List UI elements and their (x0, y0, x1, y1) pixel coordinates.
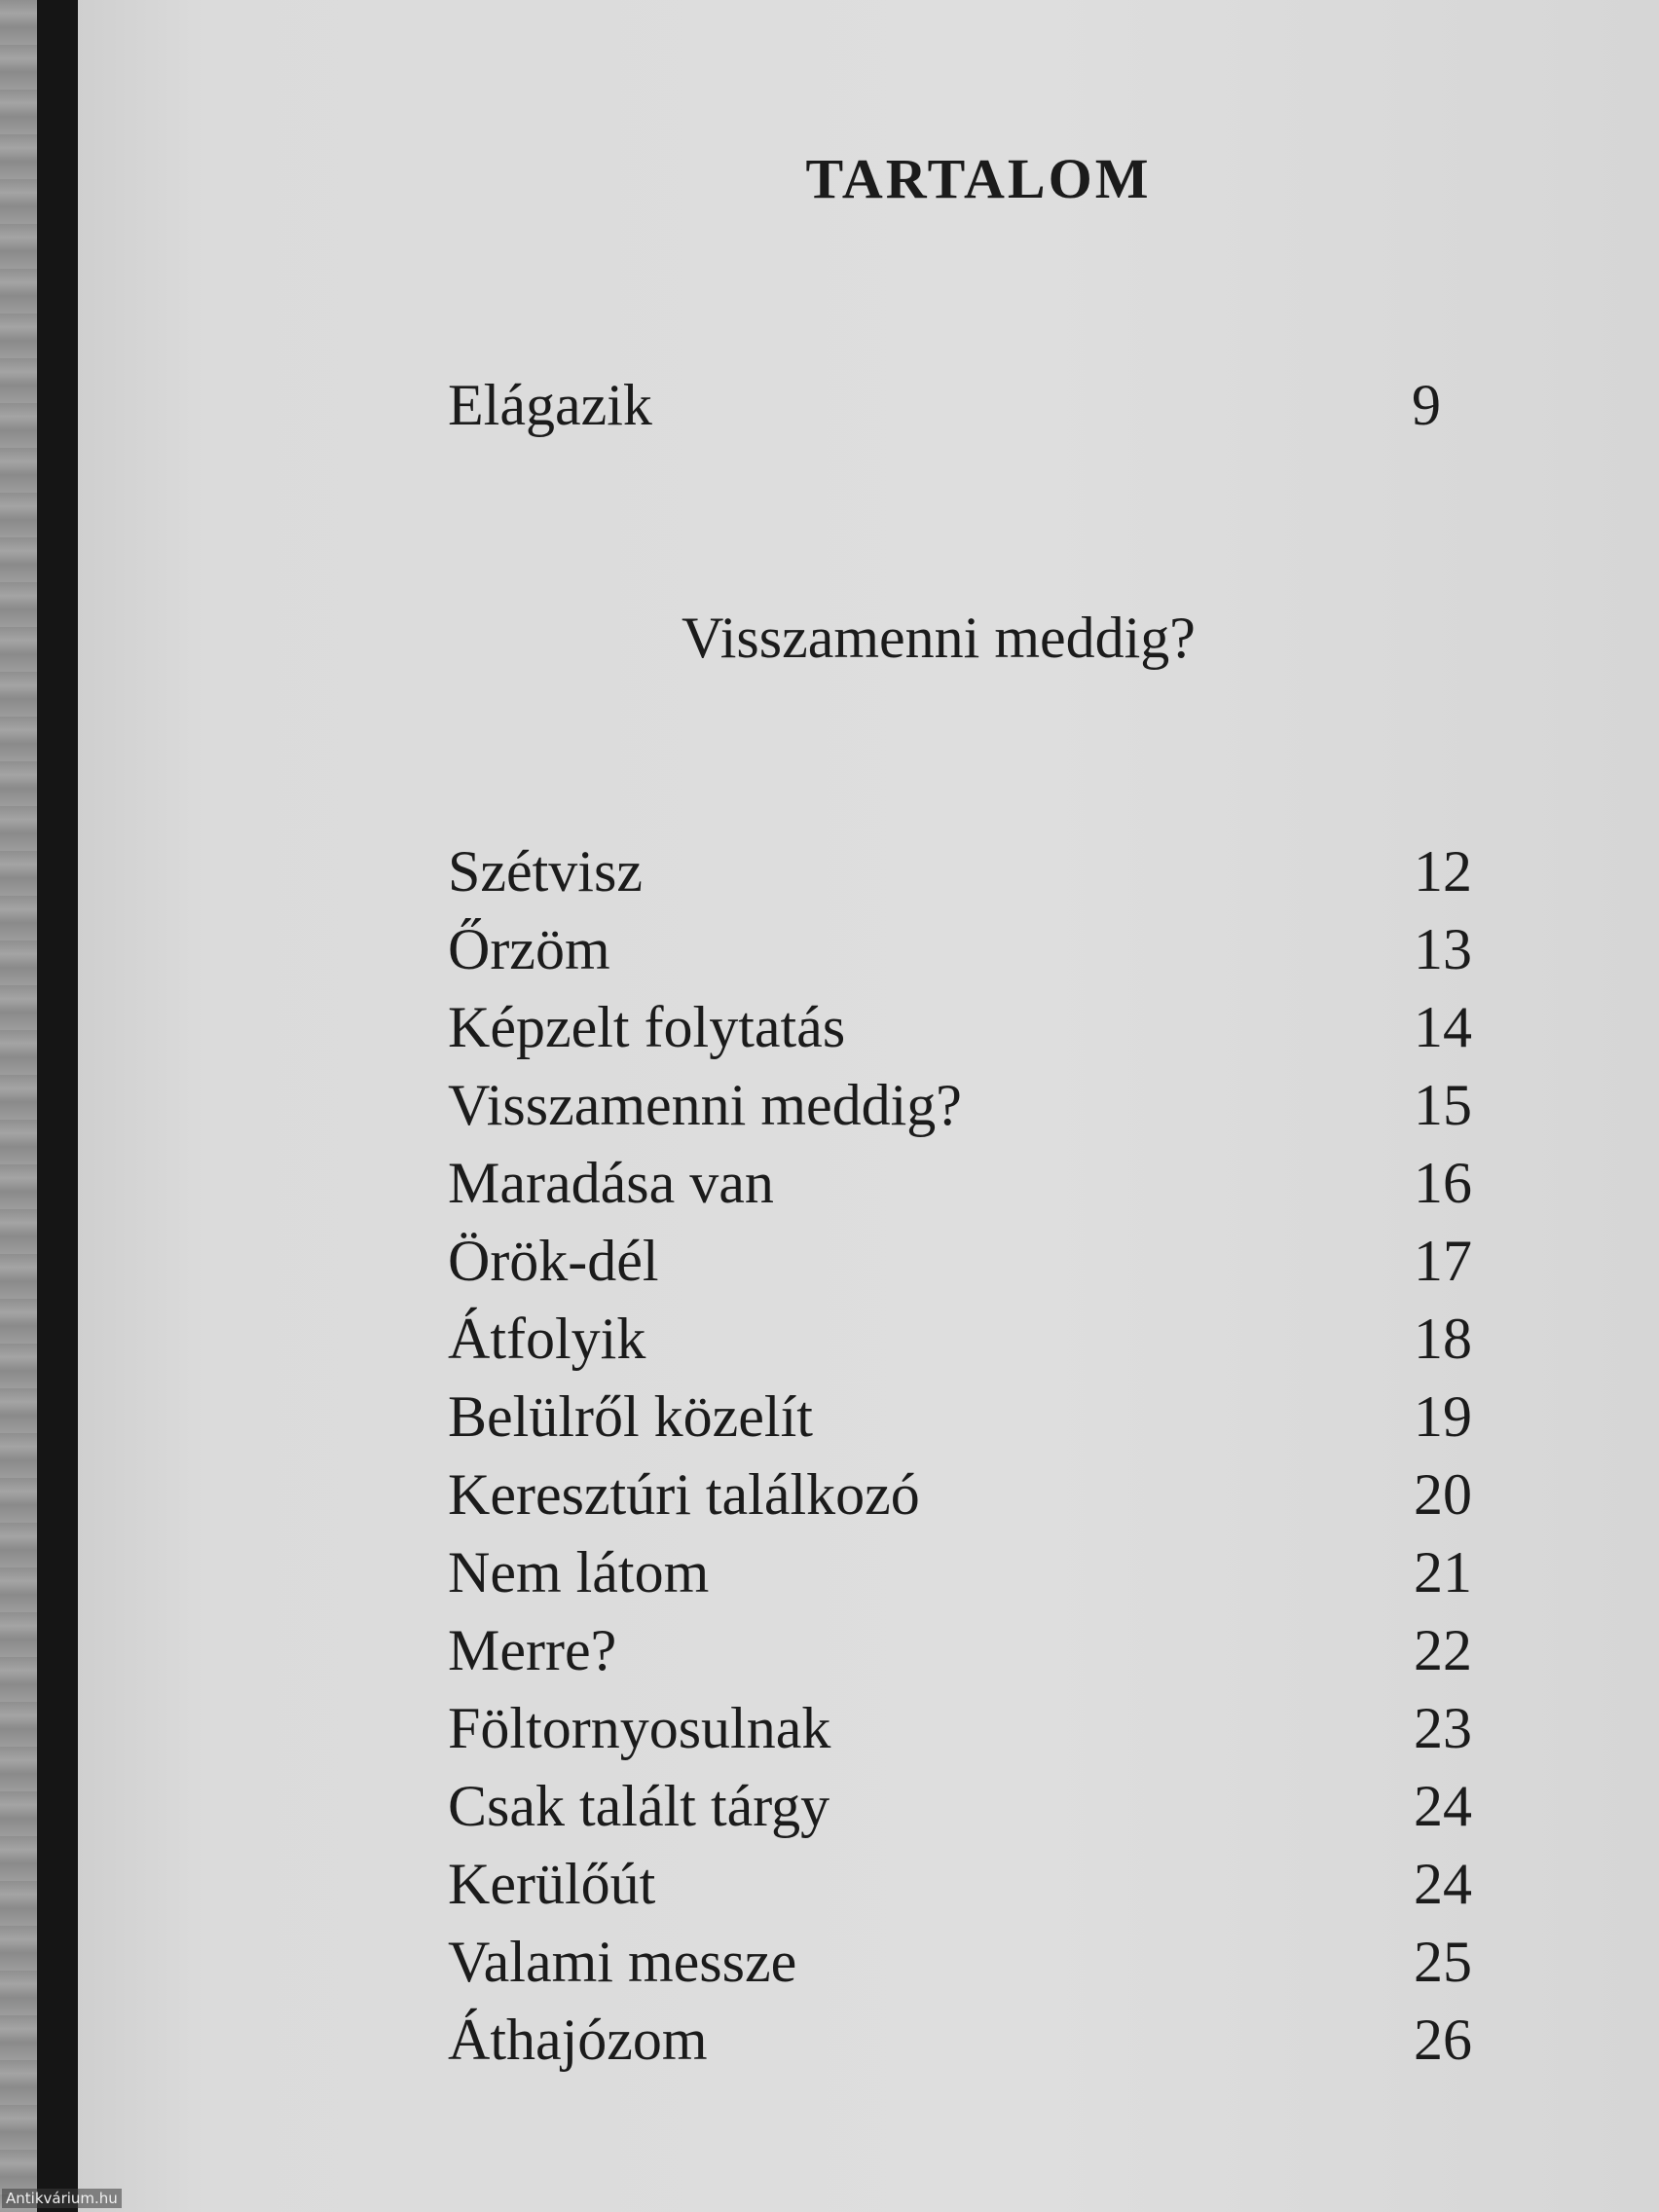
toc-entry (448, 1533, 1472, 1611)
toc-entry-page: 26 (1414, 2008, 1472, 2072)
toc-entry-title: Kerülőút (448, 1852, 656, 1916)
toc-entry-title: Maradása van (448, 1151, 774, 1215)
toc-entry-page: 9 (1412, 373, 1441, 437)
toc-entry-title: Valami messze (448, 1930, 797, 1994)
book-edge-background (0, 0, 39, 2212)
watermark: Antikvárium.hu (2, 2189, 122, 2208)
toc-entry (448, 1144, 1472, 1222)
toc-entry (448, 832, 1472, 910)
toc-entry-page: 15 (1414, 1073, 1472, 1137)
toc-entry (448, 1378, 1472, 1456)
toc-entry-title: Keresztúri találkozó (448, 1462, 920, 1527)
toc-entry-page: 16 (1414, 1151, 1472, 1215)
toc-entry (448, 1923, 1472, 2001)
toc-entry (448, 1845, 1472, 1923)
toc-entry-page: 25 (1414, 1930, 1472, 1994)
toc-entry-title: Visszamenni meddig? (448, 1073, 962, 1137)
toc-entry-page: 14 (1414, 995, 1472, 1059)
toc-entry-title: Csak talált tárgy (448, 1774, 830, 1838)
toc-entry-title: Föltornyosulnak (448, 1696, 831, 1760)
toc-entry-page: 18 (1414, 1307, 1472, 1371)
toc-entry-title: Merre? (448, 1618, 617, 1682)
toc-entry (448, 910, 1472, 988)
toc-entry-page: 17 (1414, 1229, 1472, 1293)
toc-entry-page: 19 (1414, 1384, 1472, 1449)
toc-entry-page: 22 (1414, 1618, 1472, 1682)
toc-entry (448, 2001, 1472, 2079)
toc-entry (448, 1300, 1472, 1378)
toc-entry (448, 1222, 1472, 1300)
toc-entry (448, 1611, 1472, 1689)
toc-entry-title: Belülről közelít (448, 1384, 813, 1449)
section-heading: Visszamenni meddig? (682, 606, 1196, 670)
toc-entry-page: 23 (1414, 1696, 1472, 1760)
page-title: TARTALOM (805, 147, 1152, 210)
toc-entry-page: 24 (1414, 1774, 1472, 1838)
toc-entry (448, 988, 1472, 1066)
toc-entry-title: Őrzöm (448, 917, 610, 981)
toc-entry-page: 13 (1414, 917, 1472, 981)
toc-entry-page: 12 (1414, 839, 1472, 903)
toc-entry (448, 1767, 1472, 1845)
toc-entry (448, 1456, 1472, 1533)
toc-entry (448, 1066, 1472, 1144)
toc-entry-title: Szétvisz (448, 839, 643, 903)
toc-entry-title: Elágazik (448, 373, 652, 437)
toc-entry-page: 21 (1414, 1540, 1472, 1604)
book-spine (37, 0, 78, 2212)
toc-entry-page: 20 (1414, 1462, 1472, 1527)
toc-entry-title: Örök-dél (448, 1229, 659, 1293)
toc-entry-title: Nem látom (448, 1540, 710, 1604)
toc-entry-title: Képzelt folytatás (448, 995, 846, 1059)
toc-entry-title: Átfolyik (448, 1307, 646, 1371)
toc-entry-first (448, 366, 1441, 444)
toc-entry-page: 24 (1414, 1852, 1472, 1916)
toc-entry-title: Áthajózom (448, 2008, 708, 2072)
toc-entry (448, 1689, 1472, 1767)
